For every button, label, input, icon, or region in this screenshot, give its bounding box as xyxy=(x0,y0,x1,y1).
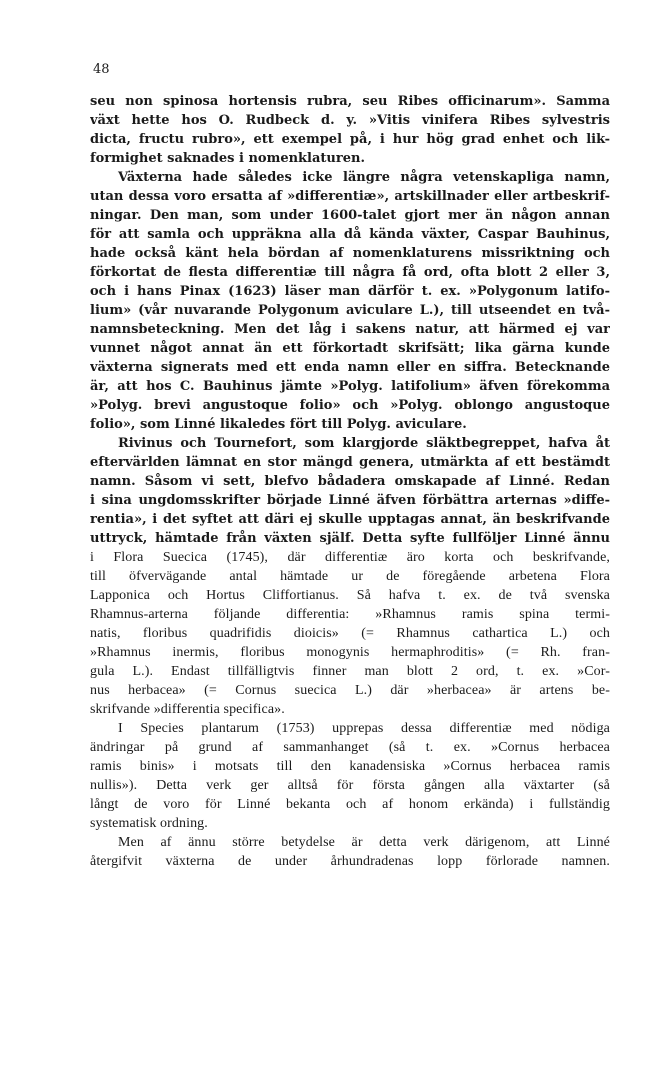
text-line: återgifvit växterna de under århundradenas lopp förlorade namnen. xyxy=(90,854,610,869)
text-line: Men af ännu större betydelse är detta verk därigenom, att Linné xyxy=(118,835,610,850)
text-line: förkortat de flesta differentiæ till några få ord, ofta blott 2 eller 3, xyxy=(90,265,610,280)
text-line: växterna signerats med ett enda namn eller en siffra. Betecknande xyxy=(90,360,610,375)
text-line: Växterna hade således icke längre några vetenskapliga namn, xyxy=(118,170,610,185)
text-line: i sina ungdomsskrifter började Linné äfven förbättra arternas »diffe- xyxy=(90,493,610,508)
text-line: »Rhamnus inermis, floribus monogynis hermaphroditis» (= Rh. fran- xyxy=(90,645,610,660)
text-line: i Flora Suecica (1745), där differentiæ äro korta och beskrifvande, xyxy=(90,550,610,565)
text-line: rentia», i det syftet att däri ej skulle upptagas annat, än beskrifvande xyxy=(90,512,610,527)
text-line: vunnet något annat än ett förkortadt skrifsätt; lika gärna kunde xyxy=(90,341,610,356)
text-line: folio», som Linné likaledes fört till Polyg. aviculare. xyxy=(90,417,467,432)
text-line: seu non spinosa hortensis rubra, seu Ribes officinarum». Samma xyxy=(90,94,610,109)
text-line: för att samla och uppräkna alla då kända växter, Caspar Bauhinus, xyxy=(90,227,610,242)
text-line: nus herbacea» (= Cornus suecica L.) där »herbacea» är artens be- xyxy=(90,683,610,698)
text-line: är, att hos C. Bauhinus jämte »Polyg. latifolium» äfven förekomma xyxy=(90,379,610,394)
text-line: hade också känt hela bördan af nomenklaturens missriktning och xyxy=(90,246,610,261)
text-line: ramis binis» i motsats till den kanadensiska »Cornus herbacea ramis xyxy=(90,759,610,774)
text-line: nullis»). Detta verk ger alltså för första gången alla växtarter (så xyxy=(90,778,610,793)
text-line: gula L.). Endast tillfälligtvis finner man blott 2 ord, t. ex. »Cor- xyxy=(90,664,610,679)
text-line: namnsbeteckning. Men det låg i sakens natur, att härmed ej var xyxy=(90,322,610,337)
text-line: Rhamnus-arterna följande differentia: »Rhamnus ramis spina termi- xyxy=(90,607,610,622)
text-line: Rivinus och Tournefort, som klargjorde släktbegreppet, hafva åt xyxy=(118,436,610,451)
text-line: »Polyg. brevi angustoque folio» och »Polyg. oblongo angustoque xyxy=(90,398,610,413)
text-line: eftervärlden lämnat en stor mängd genera, utmärkta af ett bestämdt xyxy=(90,455,610,470)
text-line: skrifvande »differentia specifica». xyxy=(90,702,285,717)
text-line: växt hette hos O. Rudbeck d. y. »Vitis vinifera Ribes sylvestris xyxy=(90,113,610,128)
text-line: I Species plantarum (1753) upprepas dessa differentiæ med nödiga xyxy=(118,721,610,736)
page-number: 48 xyxy=(93,62,110,77)
text-line: lium» (vår nuvarande Polygonum aviculare L.), till utseendet en två- xyxy=(90,303,610,318)
text-line: uttryck, hämtade från växten själf. Detta syfte fullföljer Linné ännu xyxy=(90,531,610,546)
text-line: formighet saknades i nomenklaturen. xyxy=(90,151,365,166)
text-line: ningar. Den man, som under 1600-talet gjort mer än någon annan xyxy=(90,208,610,223)
text-line: natis, floribus quadrifidis dioicis» (= Rhamnus cathartica L.) och xyxy=(90,626,610,641)
text-line: utan dessa voro ersatta af »differentiæ», artskillnader eller artbeskrif- xyxy=(90,189,610,204)
text-line: till öfvervägande antal hämtade ur de föregående arbetena Flora xyxy=(90,569,610,584)
text-line: Lapponica och Hortus Cliffortianus. Så hafva t. ex. de två svenska xyxy=(90,588,610,603)
text-line: namn. Såsom vi sett, blefvo bådadera omskapade af Linné. Redan xyxy=(90,474,610,489)
text-line: ändringar på grund af sammanhanget (så t. ex. »Cornus herbacea xyxy=(90,740,610,755)
text-line: systematisk ordning. xyxy=(90,816,208,831)
text-line: långt de voro för Linné bekanta och af honom erkända) i fullständig xyxy=(90,797,610,812)
text-line: och i hans Pinax (1623) läser man därför t. ex. »Polygonum latifo- xyxy=(90,284,610,299)
text-line: dicta, fructu rubro», ett exempel på, i hur hög grad enhet och lik- xyxy=(90,132,610,147)
body-text xyxy=(90,92,610,871)
